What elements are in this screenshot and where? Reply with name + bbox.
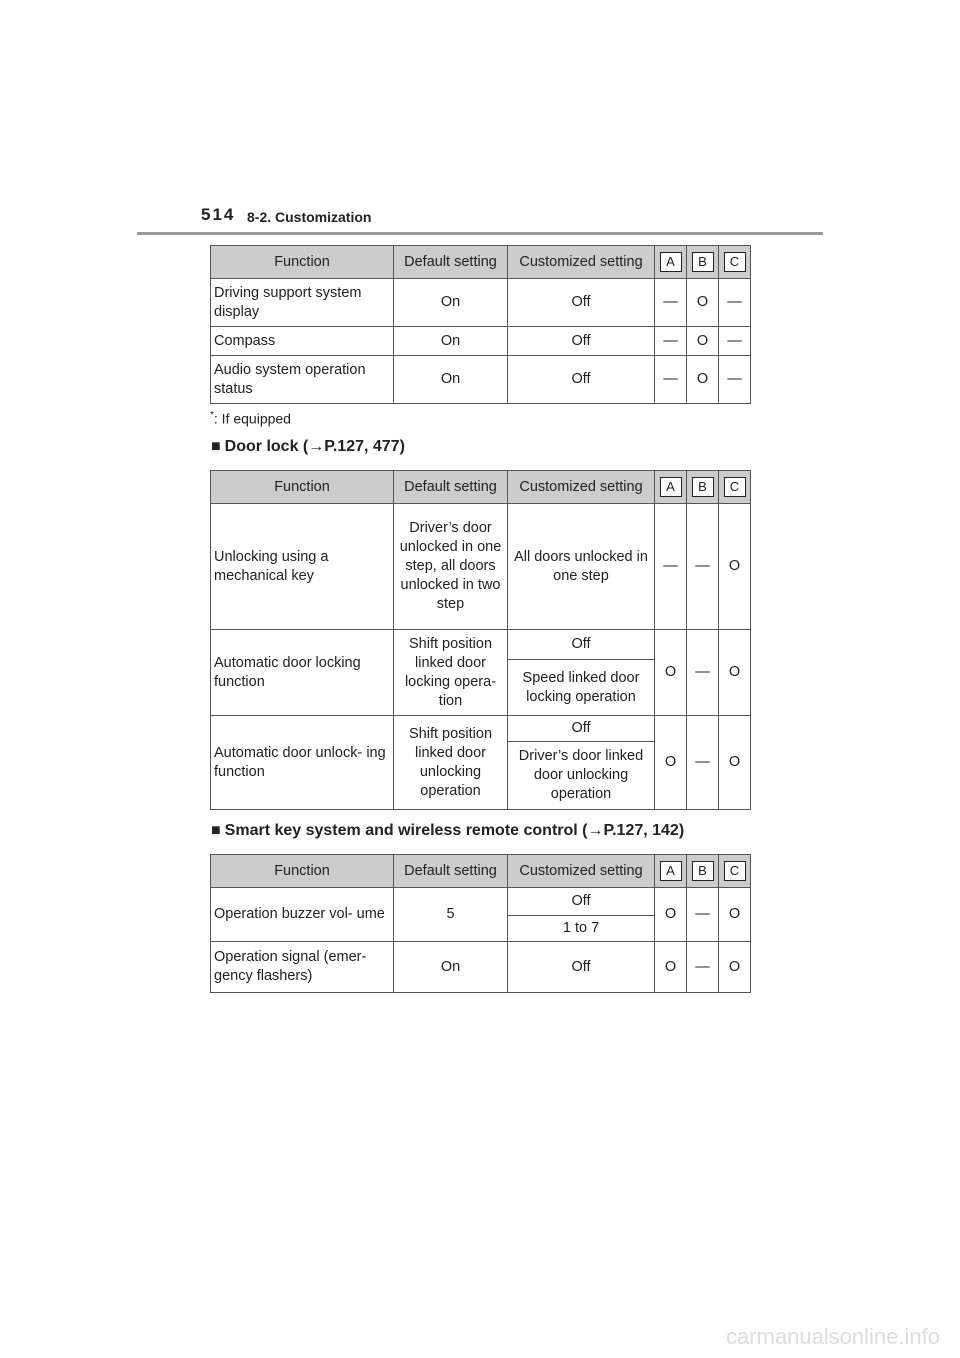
b-cell: O bbox=[687, 356, 719, 404]
b-cell: — bbox=[687, 504, 719, 630]
arrow-icon: → bbox=[587, 822, 604, 839]
settings-table-1 bbox=[210, 245, 751, 404]
footnote-mark: * bbox=[210, 410, 214, 421]
custom-cell: All doors unlocked in one step bbox=[508, 504, 655, 630]
custom-cell: Driver’s door linked door unlocking operation bbox=[508, 742, 655, 810]
page-reference: P.127, 142) bbox=[603, 822, 685, 839]
section-title: 8-2. Customization bbox=[247, 209, 372, 225]
a-cell: — bbox=[655, 504, 687, 630]
col-custom: Customized setting bbox=[508, 471, 655, 504]
col-c-box: C bbox=[724, 477, 746, 497]
c-cell: — bbox=[719, 279, 751, 327]
function-cell: Audio system operation status bbox=[211, 356, 394, 404]
function-cell: Driving support system display bbox=[211, 279, 394, 327]
table-row bbox=[211, 279, 751, 327]
b-cell: — bbox=[687, 942, 719, 993]
table-header-row bbox=[211, 855, 751, 888]
header-rule bbox=[137, 232, 823, 235]
table-row bbox=[211, 356, 751, 404]
col-default: Default setting bbox=[394, 246, 508, 279]
function-cell: Compass bbox=[211, 327, 394, 356]
page-number: 514 bbox=[201, 205, 236, 224]
default-cell: On bbox=[394, 942, 508, 993]
col-c-box: C bbox=[724, 861, 746, 881]
col-function: Function bbox=[211, 855, 394, 888]
col-b-box: B bbox=[692, 477, 714, 497]
smart-key-heading bbox=[211, 822, 684, 840]
b-cell: — bbox=[687, 716, 719, 810]
col-default: Default setting bbox=[394, 855, 508, 888]
b-cell: O bbox=[687, 279, 719, 327]
b-cell: O bbox=[687, 327, 719, 356]
c-cell: O bbox=[719, 504, 751, 630]
default-cell: Driver’s door unlocked in one step, all doors unlocked in two step bbox=[394, 504, 508, 630]
square-bullet-icon: ■ bbox=[211, 438, 221, 455]
col-custom: Customized setting bbox=[508, 246, 655, 279]
b-cell: — bbox=[687, 888, 719, 942]
col-function: Function bbox=[211, 246, 394, 279]
col-b-box: B bbox=[692, 252, 714, 272]
col-custom: Customized setting bbox=[508, 855, 655, 888]
a-cell: O bbox=[655, 942, 687, 993]
col-default: Default setting bbox=[394, 471, 508, 504]
col-a-box: A bbox=[660, 252, 682, 272]
custom-cell: Off bbox=[508, 327, 655, 356]
custom-cell: Off bbox=[508, 942, 655, 993]
c-cell: O bbox=[719, 942, 751, 993]
default-cell: On bbox=[394, 356, 508, 404]
square-bullet-icon: ■ bbox=[211, 822, 221, 839]
a-cell: O bbox=[655, 716, 687, 810]
c-cell: — bbox=[719, 327, 751, 356]
default-cell: On bbox=[394, 279, 508, 327]
col-b-box: B bbox=[692, 861, 714, 881]
heading-title: Smart key system and wireless remote control ( bbox=[224, 822, 588, 839]
a-cell: O bbox=[655, 630, 687, 716]
table-header-row bbox=[211, 246, 751, 279]
col-a-box: A bbox=[660, 477, 682, 497]
arrow-icon: → bbox=[308, 438, 325, 455]
table-row bbox=[211, 716, 751, 742]
function-cell: Automatic door unlock- ing function bbox=[211, 716, 394, 810]
custom-cell: Off bbox=[508, 630, 655, 660]
custom-cell: 1 to 7 bbox=[508, 916, 655, 942]
settings-table-2 bbox=[210, 470, 751, 810]
table-row bbox=[211, 888, 751, 916]
function-cell: Unlocking using a mechanical key bbox=[211, 504, 394, 630]
door-lock-heading bbox=[211, 438, 405, 456]
page-reference: P.127, 477) bbox=[324, 438, 405, 455]
table-row bbox=[211, 630, 751, 660]
col-a-box: A bbox=[660, 861, 682, 881]
custom-cell: Off bbox=[508, 716, 655, 742]
col-function: Function bbox=[211, 471, 394, 504]
a-cell: — bbox=[655, 356, 687, 404]
c-cell: — bbox=[719, 356, 751, 404]
settings-table-3 bbox=[210, 854, 751, 993]
custom-cell: Speed linked door locking operation bbox=[508, 660, 655, 716]
c-cell: O bbox=[719, 630, 751, 716]
table-header-row bbox=[211, 471, 751, 504]
col-c-box: C bbox=[724, 252, 746, 272]
table-row bbox=[211, 327, 751, 356]
default-cell: 5 bbox=[394, 888, 508, 942]
custom-cell: Off bbox=[508, 888, 655, 916]
function-cell: Operation buzzer vol- ume bbox=[211, 888, 394, 942]
custom-cell: Off bbox=[508, 279, 655, 327]
c-cell: O bbox=[719, 716, 751, 810]
footnote-text: : If equipped bbox=[213, 410, 291, 427]
custom-cell: Off bbox=[508, 356, 655, 404]
heading-title: Door lock ( bbox=[224, 438, 309, 455]
b-cell: — bbox=[687, 630, 719, 716]
table-row bbox=[211, 504, 751, 630]
a-cell: O bbox=[655, 888, 687, 942]
watermark: carmanualsonline.info bbox=[725, 1324, 940, 1349]
c-cell: O bbox=[719, 888, 751, 942]
default-cell: On bbox=[394, 327, 508, 356]
a-cell: — bbox=[655, 279, 687, 327]
a-cell: — bbox=[655, 327, 687, 356]
table-row bbox=[211, 942, 751, 993]
footnote bbox=[210, 410, 291, 427]
function-cell: Operation signal (emer- gency flashers) bbox=[211, 942, 394, 993]
default-cell: Shift position linked door locking opera- tion bbox=[394, 630, 508, 716]
default-cell: Shift position linked door unlocking operation bbox=[394, 716, 508, 810]
function-cell: Automatic door locking function bbox=[211, 630, 394, 716]
